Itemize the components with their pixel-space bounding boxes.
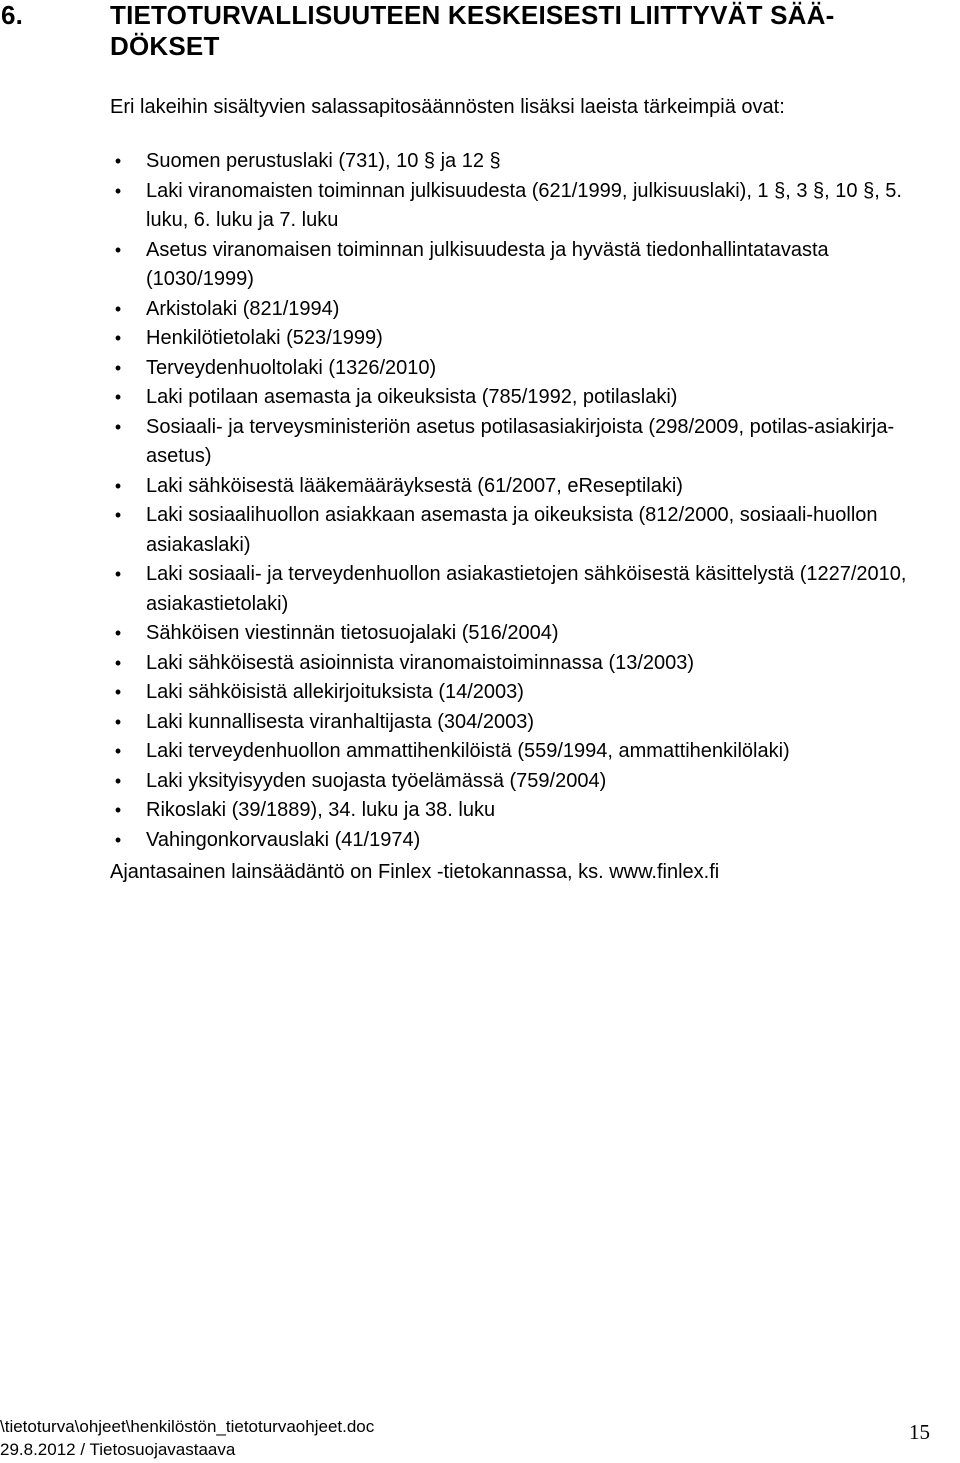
law-item-text: Henkilötietolaki (523/1999) [146, 327, 383, 349]
section-heading [1, 0, 930, 62]
law-item [110, 147, 930, 177]
law-item-text: Terveydenhuoltolaki (1326/2010) [146, 356, 437, 379]
bullet-icon: • [114, 505, 122, 525]
law-item-text: Asetus viranomaisen toiminnan julkisuudesta ja hyvästä tiedonhallintatavasta (1030/1999) [146, 238, 829, 290]
law-item [110, 501, 930, 560]
bullet-icon: • [114, 829, 122, 850]
law-item [110, 354, 930, 384]
bullet-icon: • [114, 475, 122, 496]
section-number: 6. [1, 0, 24, 30]
bullet-icon: • [114, 770, 122, 791]
law-item [110, 678, 930, 708]
bullet-icon: • [114, 800, 122, 820]
law-item [110, 295, 930, 325]
bullet-icon: • [114, 564, 122, 584]
bullet-icon: • [114, 239, 122, 260]
bullet-icon: • [114, 357, 122, 378]
law-item [110, 826, 930, 856]
footer-file-path: \tietoturva\ohjeet\henkilöstön_tietoturvaohjeet.doc [0, 1417, 375, 1436]
law-item-text: Suomen perustuslaki (731), 10 § ja 12 § [146, 150, 501, 172]
law-item [110, 708, 930, 738]
law-item-text: Rikoslaki (39/1889), 34. luku ja 38. luku [146, 799, 496, 821]
law-item [110, 413, 930, 472]
law-item-text: Arkistolaki (821/1994) [146, 297, 340, 320]
bullet-icon: • [114, 652, 122, 673]
law-item [110, 383, 930, 413]
law-item-text: Laki sähköisestä asioinnista viranomaistoiminnassa (13/2003) [146, 651, 695, 674]
law-item [110, 767, 930, 797]
law-item-text: Laki terveydenhuollon ammattihenkilöistä (559/1994, ammattihenkilölaki) [146, 740, 790, 762]
page-number: 15 [909, 1420, 930, 1444]
bullet-icon: • [114, 711, 122, 732]
intro-text: Eri lakeihin sisältyvien salassapitosäännösten lisäksi laeista tärkeimpiä ovat: [110, 96, 785, 118]
law-item [110, 619, 930, 649]
law-item [110, 236, 930, 295]
bullet-icon: • [114, 180, 122, 201]
law-item-text: Laki yksityisyyden suojasta työelämässä (759/2004) [146, 769, 607, 792]
footer-date: 29.8.2012 / Tietosuojavastaava [0, 1440, 236, 1459]
law-list [110, 147, 930, 855]
law-item-text: Laki sosiaalihuollon asiakkaan asemasta ja oikeuksista (812/2000, sosiaali-huollon asiakaslaki) [146, 504, 878, 556]
law-item-text: Laki kunnallisesta viranhaltijasta (304/2003) [146, 710, 535, 733]
law-item-text: Laki potilaan asemasta ja oikeuksista (785/1992, potilaslaki) [146, 386, 678, 408]
law-item [110, 560, 930, 619]
bullet-icon: • [114, 623, 122, 643]
bullet-icon: • [114, 416, 122, 437]
bullet-icon: • [114, 298, 122, 319]
law-item-text: Sosiaali- ja terveysministeriön asetus potilasasiakirjoista (298/2009, potilas-asiakirja-asetus) [146, 415, 895, 467]
law-item-text: Laki sosiaali- ja terveydenhuollon asiakastietojen sähköisestä käsittelystä (1227/2010, asiakastietolaki) [146, 563, 907, 615]
law-item [110, 796, 930, 826]
section-title: TIETOTURVALLISUUTEEN KESKEISESTI LIITTYVÄT SÄÄ-DÖKSET [110, 0, 835, 61]
law-item [110, 472, 930, 502]
bullet-icon: • [114, 387, 122, 407]
law-item [110, 649, 930, 679]
bullet-icon: • [114, 741, 122, 761]
law-item-text: Laki viranomaisten toiminnan julkisuudesta (621/1999, julkisuuslaki), 1 §, 3 §, 10 §, 5. luku, 6. luku ja 7. luku [146, 179, 902, 231]
bullet-icon: • [114, 151, 122, 171]
bullet-icon: • [114, 682, 122, 702]
law-item [110, 324, 930, 354]
law-item-text: Vahingonkorvauslaki (41/1974) [146, 828, 421, 851]
finlex-note: Ajantasainen lainsäädäntö on Finlex -tietokannassa, ks. www.finlex.fi [110, 861, 720, 883]
law-item-text: Sähköisen viestinnän tietosuojalaki (516/2004) [146, 622, 559, 644]
law-item-text: Laki sähköisestä lääkemääräyksestä (61/2007, eReseptilaki) [146, 474, 683, 497]
bullet-icon: • [114, 328, 122, 348]
law-item [110, 177, 930, 236]
law-item-text: Laki sähköisistä allekirjoituksista (14/2003) [146, 681, 524, 703]
law-item [110, 737, 930, 767]
